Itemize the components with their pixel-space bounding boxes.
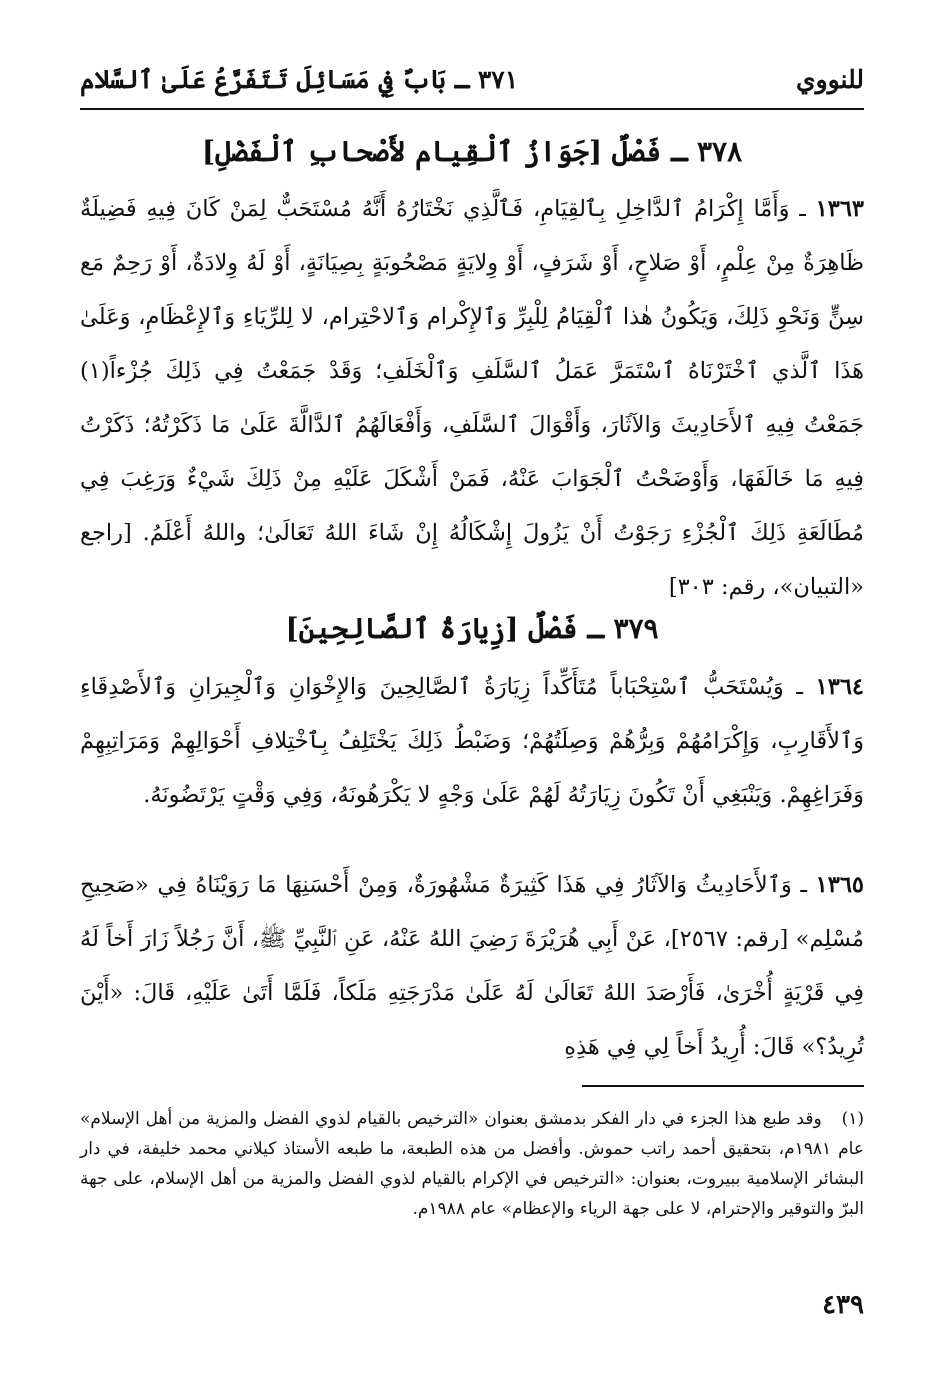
page-number: ٤٣٩	[822, 1290, 864, 1320]
footnote-divider	[582, 1085, 864, 1087]
paragraph-1365	[80, 858, 864, 1074]
paragraph-text: ـ وَأَمَّا إِكْرَامُ ٱلدَّاخِلِ بِٱلقِيَامِ، فَٱلَّذِي نَخْتَارُهُ أَنَّهُ مُسْتَحَبٌّ لِمَنْ كَانَ فِيهِ فَضِيلَةٌ ظَاهِرَةٌ مِنْ عِلْمٍ، أَوْ صَلاحٍ، أَوْ شَرَفٍ، أَوْ وِلايَةٍ مَصْحُوبَةٍ بِصِيَانَةٍ، أَوْ لَهُ وِلادَةٌ، أَوْ رَحِمٌ مَع سِنٍّ وَنَحْوِ ذَلِكَ، وَيَكُونُ هٰذا ٱلْقِيَامُ لِلْبِرِّ وَٱلإِكْرام وَٱلاحْتِرام، لا لِلرِّيَاءِ وَٱلإِعْظَامِ، وَعَلَىٰ هَذَا ٱلَّذي ٱخْتَرْنَاهُ ٱسْتَمَرَّ عَمَلُ ٱلسَّلَفِ وَٱلْخَلَفِ؛ وَقَدْ جَمَعْتُ فِي ذَلِكَ جُزْءاً(١) جَمَعْتُ فِيهِ ٱلأَحَادِيثَ وَالآثَارَ، وَأَقْوَالَ ٱلسَّلَفِ، وَأَفْعَالَهُمُ ٱلدَّالَّةَ عَلَىٰ مَا ذَكَرْتُهُ؛ ذَكَرْتُ فِيهِ مَا خَالَفَهَا، وَأَوْضَحْتُ ٱلْجَوَابَ عَنْهُ، فَمَنْ أَشْكَلَ عَلَيْهِ مِنْ ذَلِكَ شَيْءٌ وَرَغِبَ فِي مُطَالَعَةِ ذَلِكَ ٱلْجُزْءِ رَجَوْتُ أَنْ يَزُولَ إِشْكَالُهُ إِنْ شَاءَ اللهُ تَعَالَىٰ؛ واللهُ أَعْلَمُ. [راجع «التبيان»، رقم: ٣٠٣]	[80, 196, 864, 600]
paragraph-1363	[80, 182, 864, 614]
footnote	[80, 1104, 864, 1224]
paragraph-number: ١٣٦٤	[815, 674, 864, 700]
paragraph-number: ١٣٦٣	[815, 196, 864, 222]
footnote-text: وقد طبع هذا الجزء في دار الفكر بدمشق بعنوان «الترخيص بالقيام لذوي الفضل والمزية من أهل الإسلام» عام ١٩٨١م، بتحقيق أحمد راتب حموش. وأفضل من هذه الطبعة، ما طبعه الأستاذ كيلاني محمد خليفة، في دار البشائر الإسلامية ببيروت، بعنوان: «الترخيص في الإكرام بالقيام لذوي الفضل والمزية من أهل الإسلام، على جهة البرّ والتوقير والإحترام، لا على جهة الرياء والإعظام» عام ١٩٨٨م.	[80, 1109, 864, 1219]
paragraph-number: ١٣٦٥	[815, 872, 864, 898]
section-title-378: ٣٧٨ ـ فَصْلٌ [جَوَازُ ٱلْقِيام لأَصْحابِ ٱلْفَضْلِ]	[201, 135, 743, 168]
header-chapter-title: ٣٧١ ـ بَابٌ فِي مَسَائِلَ تَتَفَرَّعُ عَلَىٰ ٱلسَّلام	[80, 64, 519, 94]
footnote-number: (١)	[841, 1109, 864, 1129]
section-title-379: ٣٧٩ ـ فَصْلٌ [زِيارَةُ ٱلصَّالِحِينَ]	[285, 612, 659, 645]
header-divider	[80, 108, 864, 110]
header-book-name: للنووي	[796, 64, 864, 94]
paragraph-text: ـ وَٱلأَحَادِيثُ وَالآثَارُ فِي هَذَا كَثِيرَةٌ مَشْهُورَةٌ، وَمِنْ أَحْسَنِهَا مَا رَوَيْنَاهُ فِي «صَحِيحِ مُسْلِم» [رقم: ٢٥٦٧]، عَنْ أَبِي هُرَيْرَةَ رَضِيَ اللهُ عَنْهُ، عَنِ ٱلنَّبِيِّ ﷺ، أَنَّ رَجُلاً زَارَ أَخاً لَهُ فِي قَرْيَةٍ أُخْرَىٰ، فَأَرْصَدَ اللهُ تَعَالَىٰ لَهُ عَلَىٰ مَدْرَجَتِهِ مَلَكاً، فَلَمَّا أَتَىٰ عَلَيْهِ، قَالَ: «أَيْنَ تُرِيدُ؟» قَالَ: أُرِيدُ أَخاً لِي فِي هَذِهِ	[80, 872, 864, 1060]
running-header	[80, 54, 864, 104]
paragraph-text: ـ وَيُسْتَحَبُّ ٱسْتِحْبَاباً مُتَأَكِّداً زِيَارَةُ ٱلصَّالِحِينَ وَالإِخْوَانِ وَٱلْجِيرَانِ وَٱلأَصْدِقَاءِ وَٱلأَقَارِبِ، وَإِكْرَامُهُمْ وَبِرُّهُمْ وَصِلَتُهُمْ؛ وَضَبْطُ ذَلِكَ يَخْتَلِفُ بِٱخْتِلافِ أَحْوَالِهِمْ وَمَرَاتِبِهِمْ وَفَرَاغِهِمْ. وَيَنْبَغِي أَنْ تَكُونَ زِيَارَتُهُ لَهُمْ عَلَىٰ وَجْهٍ لا يَكْرَهُونَهُ، وَفِي وَقْتٍ يَرْتَضُونَهُ.	[80, 674, 864, 808]
paragraph-1364	[80, 660, 864, 822]
